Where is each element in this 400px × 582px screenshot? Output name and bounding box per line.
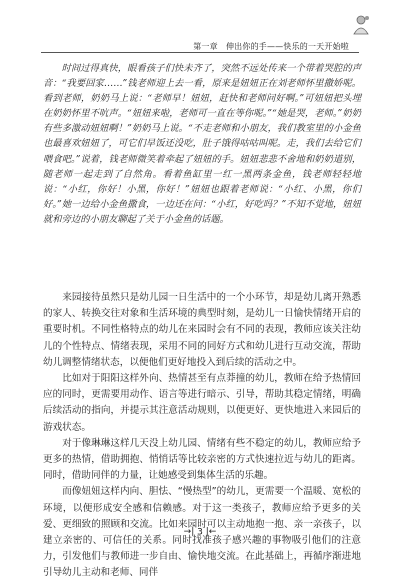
page-footer: [0, 527, 400, 538]
header-rule: [41, 52, 359, 53]
story-passage: [43, 61, 361, 227]
body-paragraph: 对于像琳琳这样几天没上幼儿园、情绪有些不稳定的幼儿，教师应给予更多的热情，借助拥抱、悄悄话等比较亲密的方式快速拉近与幼儿的距离。同时，借助同伴的力量，让她感受到集体生活的乐趣。: [43, 437, 361, 482]
chapter-title: 第一章 伸出你的手——快乐的一天开始啦: [193, 42, 349, 51]
story-paragraph: 时间过得真快，眼看孩子们快未齐了，突然不远处传来一个带着哭腔的声音：“我要回家……”钱老师迎上去一看，原来是妞妞正在刘老师怀里撒娇呢。看到老师，奶奶马上说：“老师早！妞妞，赶快和老师问好啊。”可妞妞把头埋在奶奶怀里不吭声。“妞妞来啦，老师可一直在等你呢。”“她是哭，老师。”奶奶有些多激动妞妞啊！”奶奶马上说。“不走老师和小朋友，我们教室里的小金鱼也最喜欢妞妞了，可它们早饭还没吃，肚子饿得咕咕叫呢。走，我们去给它们喂食吧。”说着，钱老师微笑着牵起了妞妞的手。妞妞悲悲不舍地和奶奶道别，随老师一起走到了自然角。看着鱼缸里一红一黑两条金鱼，钱老师轻轻地说：“小红，你好！小黑，你好！”妞妞也跟着老师说：“小红、小黑，你们好。”她一边给小金鱼撒食，一边还在问：“小红，好吃吗？”不知不觉地，妞妞就和旁边的小朋友聊起了关于小金鱼的话题。: [43, 63, 361, 225]
running-header: [41, 29, 363, 49]
commentary-text: [43, 290, 361, 582]
child-ornament-icon: [350, 14, 372, 36]
body-paragraph: 而像妞妞这样内向、胆怯、“慢热型”的幼儿，更需要一个温暖、宽松的环境，以便形成安全感和信赖感。对于这一类孩子，教师应给予更多的关爱、更细致的照顾和交流。比如来园时可以主动地抱一抱、亲一亲孩子，以建立亲密的、可信任的关系。同时找准孩子感兴趣的事物吸引他们的注意力，引发他们与教师进一步自由、愉快地交流。在此基础上，再循序渐进地引导幼儿主动和老师、同伴: [43, 486, 361, 579]
left-arrow-mark-icon: →|: [183, 527, 195, 537]
body-paragraph: 来园接待虽然只是幼儿园一日生活中的一个小环节，却是幼儿离开熟悉的家人、转换交往对象和生活环境的典型时刻，是幼儿一日愉快情绪开启的重要时机。不同性格特点的幼儿在来园时会有不同的表现，教师应该关注幼儿的个性特点、情绪表现，采用不同的同好方式和幼儿进行互动交流，帮助幼儿调整情绪状态，以便他们更好地投入到后续的活动之中。: [43, 292, 361, 368]
page-number: 3: [197, 527, 203, 538]
right-arrow-mark-icon: |←: [205, 527, 217, 537]
body-paragraph: 比如对于阳阳这样外向、热情甚至有点莽撞的幼儿，教师在给予热情回应的同时，更需要用动作、语言等进行暗示、引导，帮助其稳定情绪，明确后续活动的指向，并提示其注意活动规则，以便更好、更快地进入来园后的游戏状态。: [43, 373, 361, 433]
